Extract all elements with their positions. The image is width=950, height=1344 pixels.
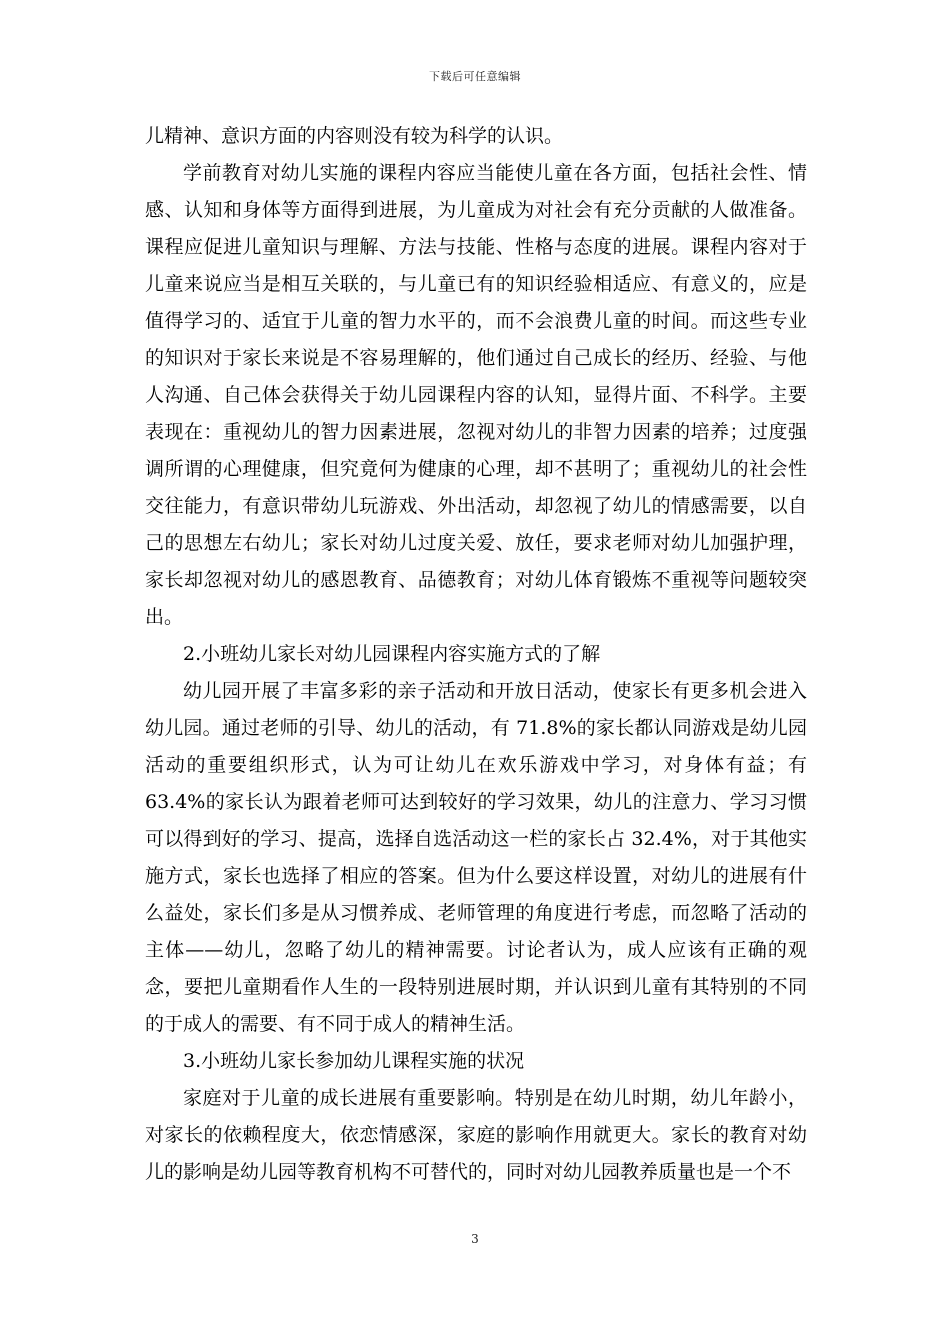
paragraph-family-influence: 家庭对于儿童的成长进展有重要影响。特别是在幼儿时期，幼儿年龄小，对家长的依赖程度大，依恋情感深，家庭的影响作用就更大。家长的教育对幼儿的影响是幼儿园等教育机构不可替代的，同时对幼儿园教养质量也是一个不 [145,1087,807,1183]
page-number: 3 [471,1232,479,1246]
section-heading-3: 3.小班幼儿家长参加幼儿课程实施的状况 [183,1050,525,1072]
paragraph-implementation-methods: 幼儿园开展了丰富多彩的亲子活动和开放日活动，使家长有更多机会进入幼儿园。通过老师的引导、幼儿的活动，有 71.8%的家长都认同游戏是幼儿园活动的重要组织形式，认为可让幼儿在欢乐游戏中学习，对身体有益；有63.4%的家长认为跟着老师可达到较好的学习效果，幼儿的注意力、学习习惯可以得到好的学习、提高，选择自选活动这一栏的家长占 32.4%，对于其他实施方式，家长也选择了相应的答案。但为什么要这样设置，对幼儿的进展有什么益处，家长们多是从习惯养成、老师管理的角度进行考虑，而忽略了活动的主体——幼儿，忽略了幼儿的精神需要。讨论者认为，成人应该有正确的观念，要把儿童期看作人生的一段特别进展时期，并认识到儿童有其特别的不同的于成人的需要、有不同于成人的精神生活。 [145,680,807,1035]
page-header: 下载后可任意编辑 [429,70,521,83]
paragraph-continuation: 儿精神、意识方面的内容则没有较为科学的认识。 [145,125,564,147]
document-body [145,118,807,1191]
paragraph-curriculum-content: 学前教育对幼儿实施的课程内容应当能使儿童在各方面，包括社会性、情感、认知和身体等方面得到进展，为儿童成为对社会有充分贡献的人做准备。课程应促进儿童知识与理解、方法与技能、性格与态度的进展。课程内容对于儿童来说应当是相互关联的，与儿童已有的知识经验相适应、有意义的，应是值得学习的、适宜于儿童的智力水平的，而不会浪费儿童的时间。而这些专业的知识对于家长来说是不容易理解的，他们通过自己成长的经历、经验、与他人沟通、自己体会获得关于幼儿园课程内容的认知，显得片面、不科学。主要表现在：重视幼儿的智力因素进展，忽视对幼儿的非智力因素的培养；过度强调所谓的心理健康，但究竟何为健康的心理，却不甚明了；重视幼儿的社会性交往能力，有意识带幼儿玩游戏、外出活动，却忽视了幼儿的情感需要，以自己的思想左右幼儿；家长对幼儿过度关爱、放任，要求老师对幼儿加强护理，家长却忽视对幼儿的感恩教育、品德教育；对幼儿体育锻炼不重视等问题较突出。 [145,162,807,628]
section-heading-2: 2.小班幼儿家长对幼儿园课程内容实施方式的了解 [183,643,601,665]
